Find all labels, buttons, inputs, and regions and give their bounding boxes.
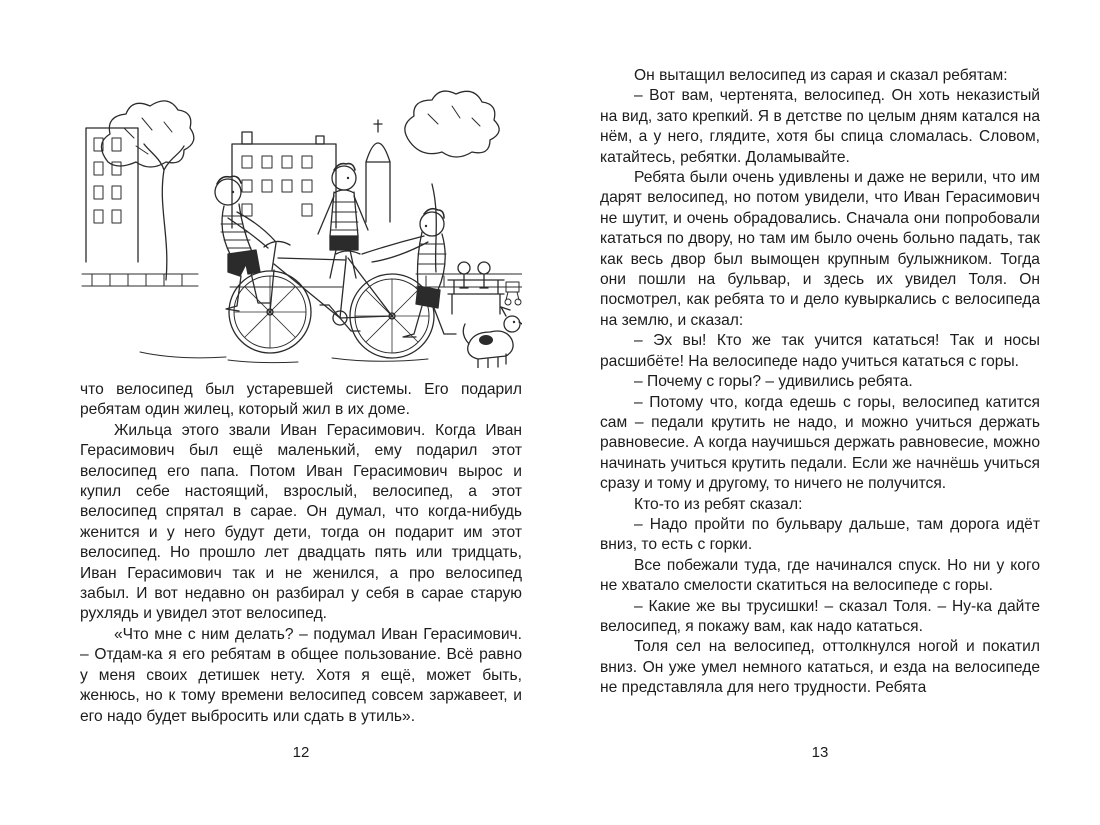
paragraph: Ребята были очень удивлены и даже не верили, что им дарят велосипед, но потом увидели, что Иван Герасимович не шутит, и очень обрадовались. Сначала они попробовали кататься по двору, но там им было очень больно падать, так как весь двор был вымощен крупным булыжником. Тогда они пошли на бульвар, и здесь их увидел Толя. Он посмотрел, как ребята то и дело кувыркались с велосипеда на землю, и сказал: [600, 169, 1040, 329]
paragraph: Жильца этого звали Иван Герасимович. Когда Иван Герасимович был ещё маленький, ему подарил этот велосипед его папа. Потом Иван Герасимович вырос и купил себе настоящий, взрослый, велосипед, а этот велосипед спрятал в сарае. Он думал, что когда-нибудь женится и у него будут дети, тогда он подарит им этот велосипед. Но прошло лет двадцать пять или тридцать, Иван Герасимович так и не женился, а про велосипед забыл. И вот недавно он разбирал у себя в сарае старую рухлядь и увидел этот велосипед. [80, 421, 522, 623]
paragraph: – Вот вам, чертенята, велосипед. Он хоть неказистый на вид, зато крепкий. Я в детстве по целым дням катался на нём, а у него, глядите, хотя бы спица сломалась. Словом, катайтесь, ребятки. Доламывайте. [600, 87, 1040, 166]
paragraph: – Надо пройти по бульвару дальше, там дорога идёт вниз, то есть с горки. [600, 515, 1040, 554]
page-left [80, 66, 522, 727]
right-page-text [600, 66, 1040, 699]
page-right [600, 66, 1040, 699]
paragraph: «Что мне с ним делать? – подумал Иван Герасимович. – Отдам-ка я его ребятам в общее пользование. Всё равно у меня своих детишек нету. Хотя я ещё, может быть, женюсь, но к тому времени велосипед совсем заржавеет, и его надо будет выбросить или сдать в утиль». [80, 625, 522, 725]
bicycle-illustration [80, 66, 522, 368]
page-number-left: 12 [292, 744, 310, 761]
paragraph: – Почему с горы? – удивились ребята. [634, 373, 913, 391]
left-page-text [80, 380, 522, 727]
paragraph: Все побежали туда, где начинался спуск. Но ни у кого не хватало смелости скатиться на велосипеде с горы. [600, 556, 1040, 595]
page-number-right: 13 [811, 744, 829, 761]
paragraph: Толя сел на велосипед, оттолкнулся ногой и покатил вниз. Он уже умел немного кататься, и езда на велосипеде не представляла для него трудности. Ребята [600, 638, 1040, 697]
paragraph: что велосипед был устаревшей системы. Его подарил ребятам один жилец, который жил в их доме. [80, 381, 522, 419]
paragraph: Кто-то из ребят сказал: [634, 495, 803, 513]
paragraph: – Эх вы! Кто же так учится кататься! Так и носы расшибёте! На велосипеде надо учиться кататься с горы. [600, 332, 1040, 370]
paragraph: – Потому что, когда едешь с горы, велосипед катится сам – педали крутить не надо, и можно учиться держать равновесие. А когда научишься держать равновесие, можно начинать учиться крутить педали. Если же начнёшь учиться сразу и тому и другому, то ничего не получится. [600, 393, 1040, 493]
paragraph: Он вытащил велосипед из сарая и сказал ребятам: [634, 67, 1008, 84]
paragraph: – Какие же вы трусишки! – сказал Толя. – Ну-ка дайте велосипед, я покажу вам, как надо кататься. [600, 597, 1040, 635]
children-bicycle-drawing [80, 66, 522, 368]
